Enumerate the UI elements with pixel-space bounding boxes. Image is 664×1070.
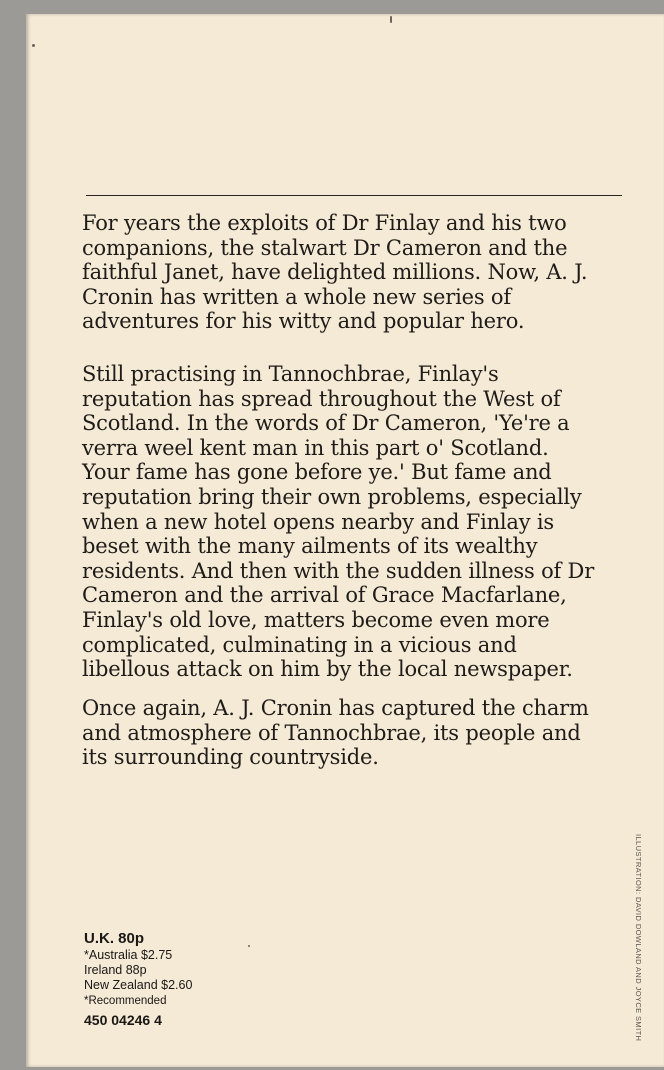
price-ireland: Ireland 88p: [84, 963, 147, 978]
recommended-note: *Recommended: [84, 994, 167, 1007]
back-cover: [26, 14, 664, 1067]
paper-speck: [32, 44, 35, 47]
isbn-number: 450 04246 4: [84, 1011, 162, 1028]
blurb-paragraph-1: For years the exploits of Dr Finlay and his two companions, the stalwart Dr Cameron and the faithful Janet, have delighted millions. Now, A. J. Cronin has written a whole new series of adventures for his witty and popular hero.: [82, 211, 588, 334]
blurb-paragraph-3: Once again, A. J. Cronin has captured the charm and atmosphere of Tannochbrae, its people and its surrounding countryside.: [82, 696, 589, 770]
illustration-credit: ILLUSTRATION: DAVID DOWLAND AND JOYCE SMITH: [634, 834, 643, 1042]
paper-speck: [390, 16, 392, 23]
price-uk: U.K. 80p: [84, 930, 145, 947]
price-new-zealand: New Zealand $2.60: [84, 978, 193, 993]
price-block: [84, 929, 192, 1031]
paper-speck: [248, 945, 250, 947]
divider-rule: [86, 195, 622, 196]
blurb-paragraph-2: Still practising in Tannochbrae, Finlay's reputation has spread throughout the West of Scotland. In the words of Dr Cameron, 'Ye're a verra weel kent man in this part o' Scotland. Your fame has gone before ye.' But fame and reputation bring their own problems, especially when a new hotel opens nearby and Finlay is beset with the many ailments of its wealthy residents. And then with the sudden illness of Dr Cameron and the arrival of Grace Macfarlane, Finlay's old love, matters become even more complicated, culminating in a vicious and libellous attack on him by the local newspaper.: [82, 362, 595, 682]
price-australia: *Australia $2.75: [84, 948, 173, 962]
